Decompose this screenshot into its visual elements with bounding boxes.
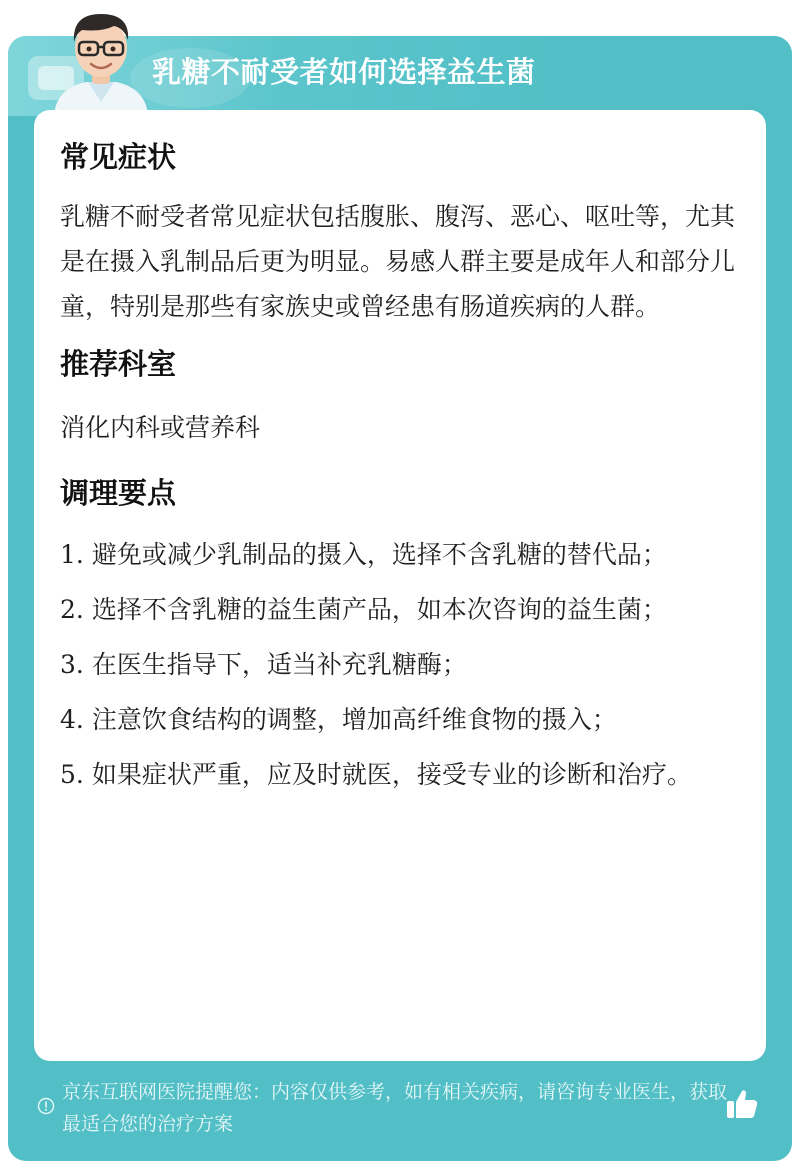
page-title: 乳糖不耐受者如何选择益生菌 xyxy=(152,55,536,89)
list-item: 4. 注意饮食结构的调整，增加高纤维食物的摄入； xyxy=(60,705,617,734)
list-item: 5. 如果症状严重，应及时就医，接受专业的诊断和治疗。 xyxy=(60,760,692,789)
thumbs-up-icon[interactable] xyxy=(724,1086,760,1122)
list-item: 3. 在医生指导下，适当补充乳糖酶； xyxy=(60,650,467,679)
section-title-department: 推荐科室 xyxy=(60,347,177,381)
doctor-avatar-icon xyxy=(46,6,156,116)
section-title-care-tips: 调理要点 xyxy=(60,476,177,510)
content-card xyxy=(34,110,766,1061)
list-item: 2. 选择不含乳糖的益生菌产品，如本次咨询的益生菌； xyxy=(60,595,667,624)
symptoms-text: 乳糖不耐受者常见症状包括腹胀、腹泻、恶心、呕吐等，尤其是在摄入乳制品后更为明显。易感人群主要是成年人和部分儿童，特别是那些有家族史或曾经患有肠道疾病的人群。 xyxy=(60,202,736,321)
list-item: 1. 避免或减少乳制品的摄入，选择不含乳糖的替代品； xyxy=(60,540,667,569)
department-text: 消化内科或营养科 xyxy=(60,413,261,442)
section-title-symptoms: 常见症状 xyxy=(60,140,177,174)
info-icon xyxy=(37,1097,55,1115)
disclaimer-text: 京东互联网医院提醒您：内容仅供参考，如有相关疾病，请咨询专业医生，获取最适合您的治疗方案 xyxy=(62,1081,728,1135)
